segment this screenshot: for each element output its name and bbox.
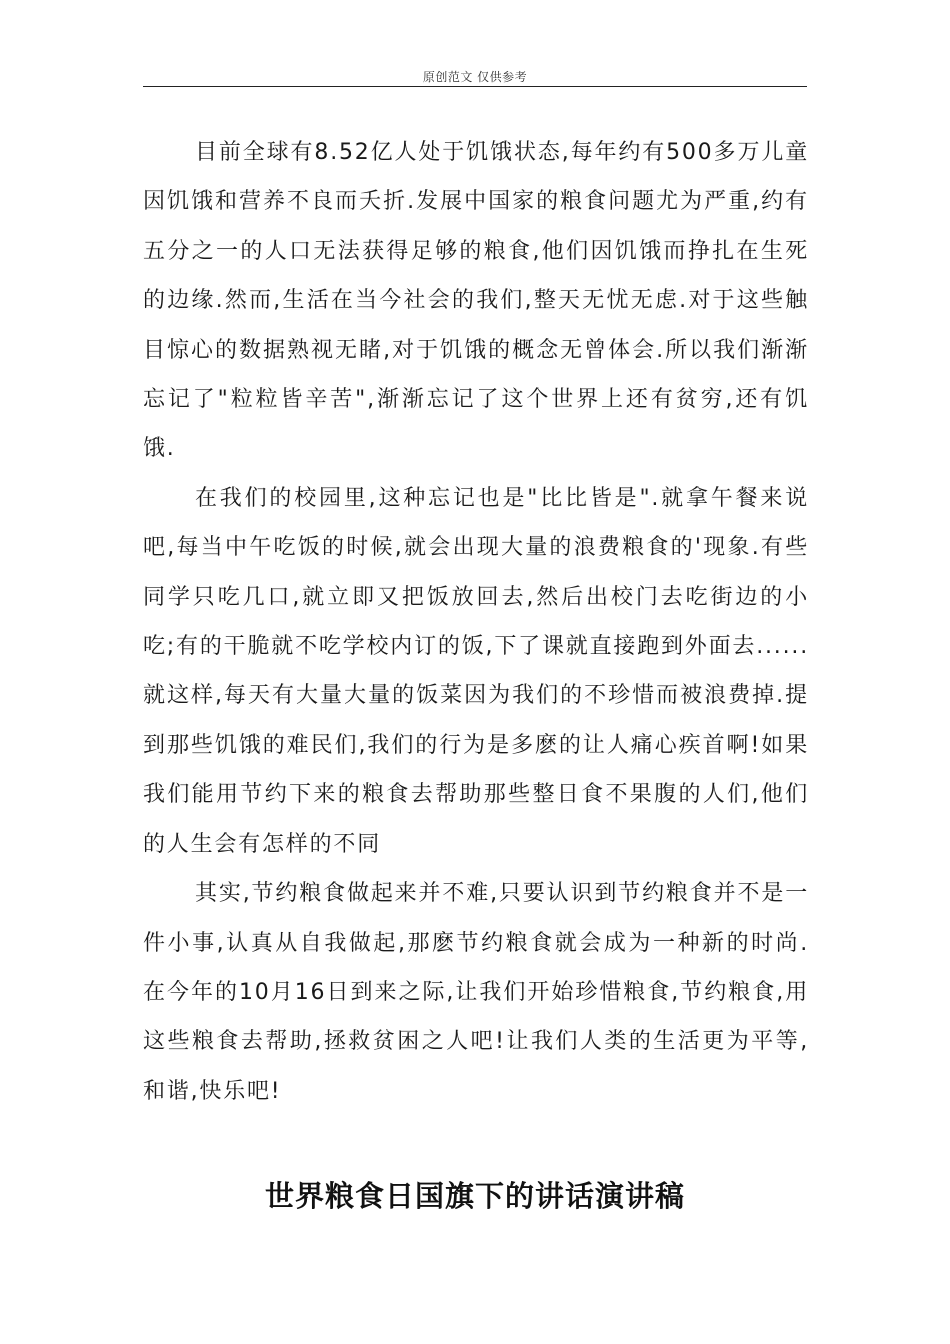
paragraph-2: 在我们的校园里,这种忘记也是"比比皆是".就拿午餐来说吧,每当中午吃饭的时候,就会出现大量的浪费粮食的'现象.有些同学只吃几口,就立即又把饭放回去,然后出校门去吃街边的小吃;有的干脆就不吃学校内订的饭,下了课就直接跑到外面去......就这样,每天有大量大量的饭菜因为我们的不珍惜而被浪费掉.提到那些饥饿的难民们,我们的行为是多麽的让人痛心疾首啊!如果我们能用节约下来的粮食去帮助那些整日食不果腹的人们,他们的人生会有怎样的不同 [143,485,809,857]
document-body [143,128,809,1116]
document-title: 世界粮食日国旗下的讲话演讲稿 [264,1179,685,1213]
paragraph-1: 目前全球有8.52亿人处于饥饿状态,每年约有500多万儿童因饥饿和营养不良而夭折.发展中国家的粮食问题尤为严重,约有五分之一的人口无法获得足够的粮食,他们因饥饿而挣扎在生死的边缘.然而,生活在当今社会的我们,整天无忧无虑.对于这些触目惊心的数据熟视无睹,对于饥饿的概念无曾体会.所以我们渐渐忘记了"粒粒皆辛苦",渐渐忘记了这个世界上还有贫穷,还有饥饿. [143,140,809,462]
paragraph-3: 其实,节约粮食做起来并不难,只要认识到节约粮食并不是一件小事,认真从自我做起,那麽节约粮食就会成为一种新的时尚.在今年的10月16日到来之际,让我们开始珍惜粮食,节约粮食,用这些粮食去帮助,拯救贫困之人吧!让我们人类的生活更为平等,和谐,快乐吧! [143,881,809,1104]
header-text: 原创范文 仅供参考 [422,70,528,84]
page-header [143,64,807,87]
